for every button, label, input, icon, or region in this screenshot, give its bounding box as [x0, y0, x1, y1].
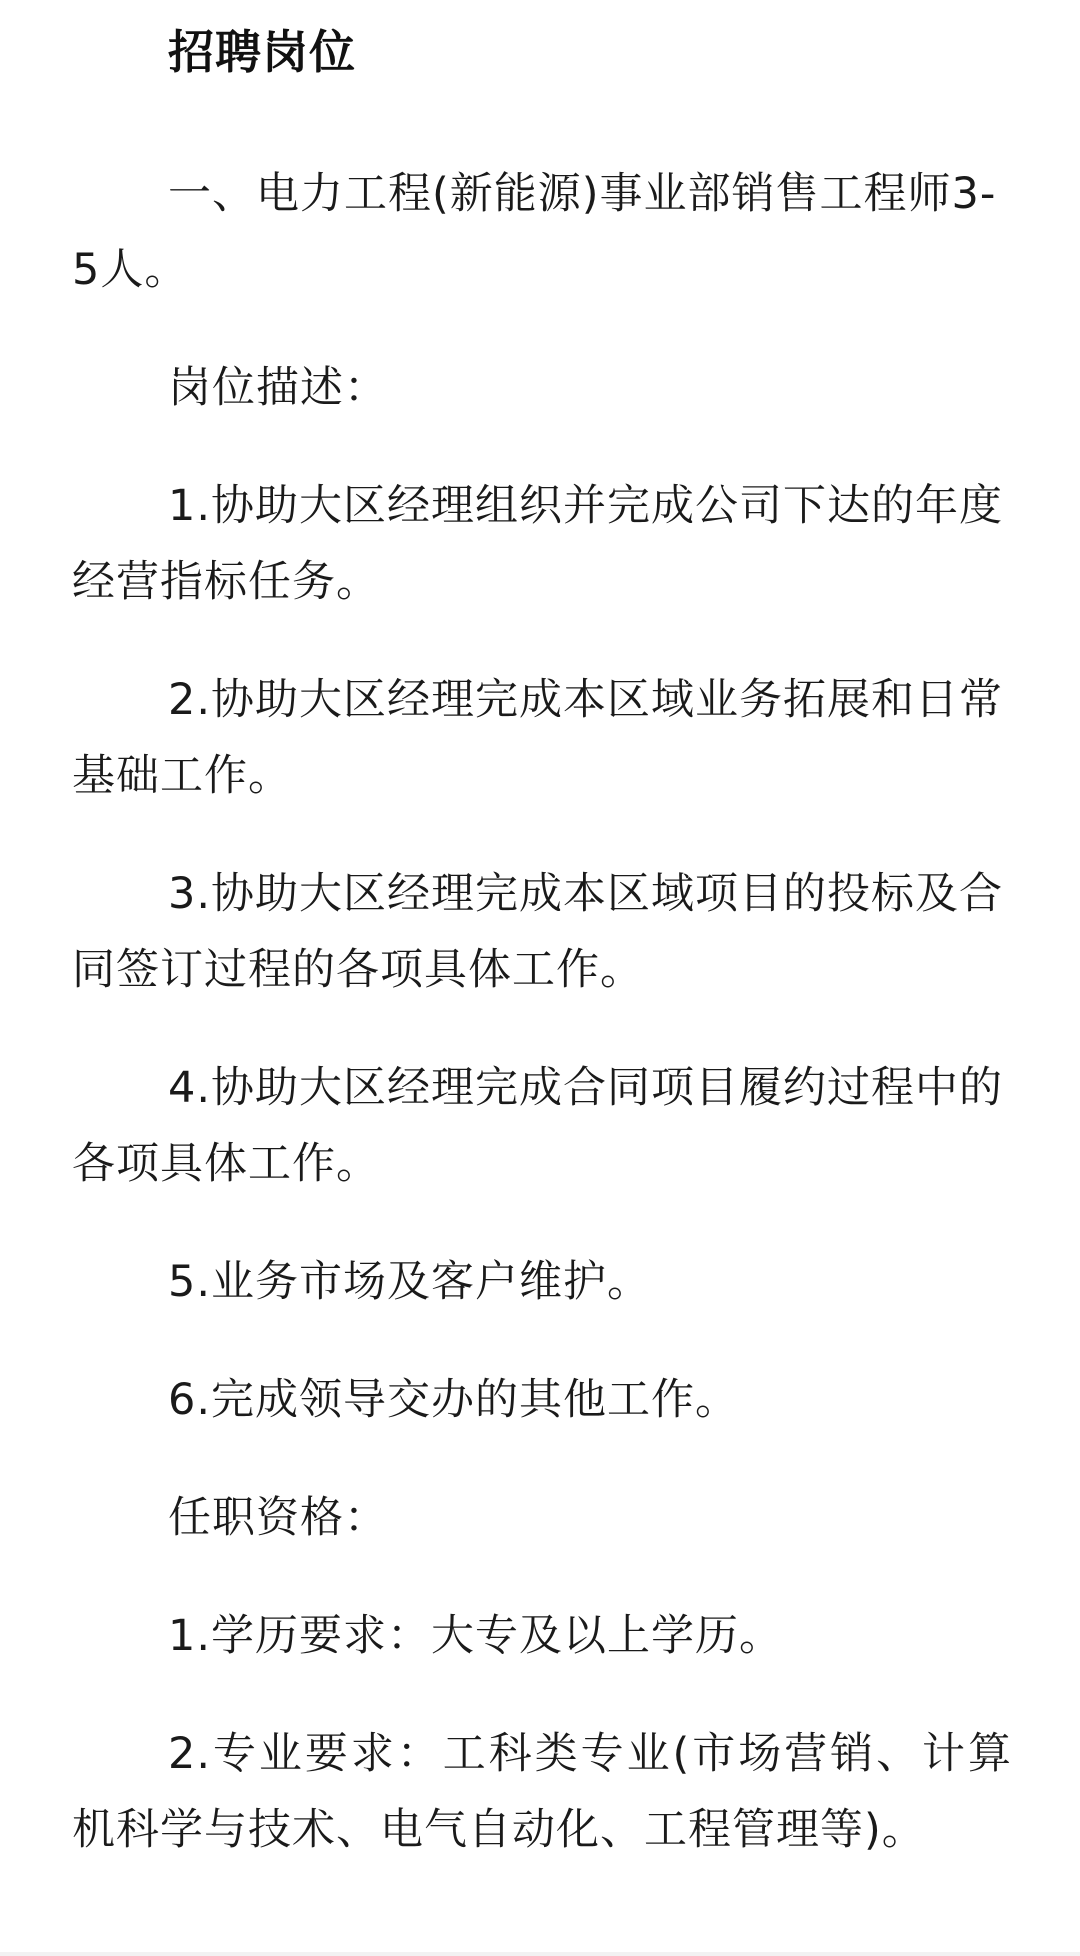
qualification-item: 2.专业要求：工科类专业(市场营销、计算机科学与技术、电气自动化、工程管理等)。 — [72, 1729, 1012, 1855]
section-heading: 招聘岗位 — [168, 25, 356, 79]
duty-item: 1.协助大区经理组织并完成公司下达的年度经营指标任务。 — [72, 481, 1004, 607]
duty-item: 6.完成领导交办的其他工作。 — [168, 1375, 740, 1425]
article-body — [72, 0, 1012, 1868]
bottom-divider — [0, 1952, 1080, 1956]
position-title: 一、电力工程(新能源)事业部销售工程师3-5人。 — [72, 169, 997, 295]
qualification-item: 1.学历要求：大专及以上学历。 — [168, 1611, 784, 1661]
duty-item: 5.业务市场及客户维护。 — [168, 1257, 652, 1307]
duties-heading: 岗位描述： — [168, 363, 388, 413]
duty-item: 3.协助大区经理完成本区域项目的投标及合同签订过程的各项具体工作。 — [72, 869, 1004, 995]
duty-item: 2.协助大区经理完成本区域业务拓展和日常基础工作。 — [72, 675, 1004, 801]
qualifications-heading: 任职资格： — [168, 1493, 388, 1543]
duty-item: 4.协助大区经理完成合同项目履约过程中的各项具体工作。 — [72, 1063, 1004, 1189]
